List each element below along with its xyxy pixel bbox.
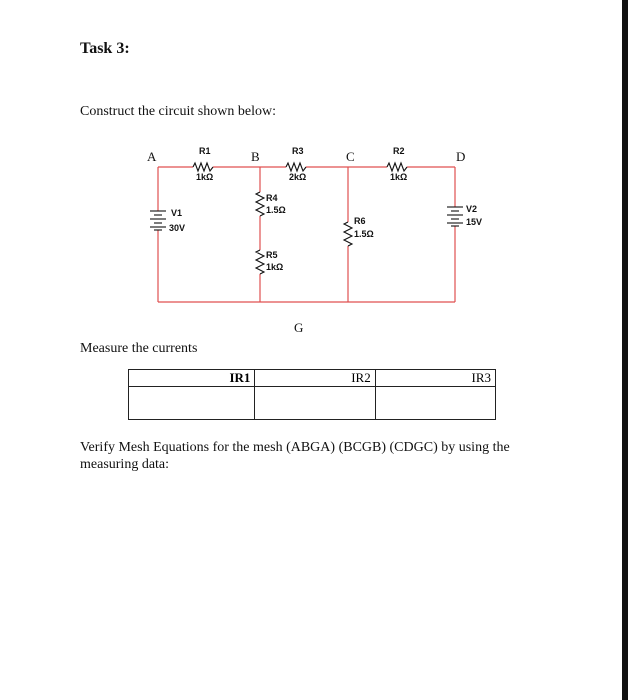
- table-row: [129, 387, 496, 420]
- node-g-label: G: [294, 320, 304, 335]
- r1-symbol: [193, 163, 213, 171]
- v2-name: V2: [466, 204, 478, 214]
- r1-value: 1kΩ: [196, 172, 214, 182]
- r3-symbol: [286, 163, 306, 171]
- r4-value: 1.5Ω: [266, 205, 286, 215]
- currents-table: [128, 369, 496, 420]
- measure-instruction: Measure the currents: [80, 341, 198, 356]
- header-ir1: IR1: [129, 370, 255, 387]
- node-c-label: C: [346, 149, 355, 164]
- construct-instruction: Construct the circuit shown below:: [80, 104, 276, 119]
- r6-value: 1.5Ω: [354, 229, 374, 239]
- r6-symbol: [344, 222, 352, 246]
- r3-name: R3: [292, 146, 304, 156]
- r5-value: 1kΩ: [266, 262, 284, 272]
- verify-instruction: Verify Mesh Equations for the mesh (ABGA) (BCGB) (CDGC) by using the measuring data:: [80, 440, 510, 472]
- r2-name: R2: [393, 146, 405, 156]
- node-d-label: D: [456, 149, 466, 164]
- r2-symbol: [387, 163, 407, 171]
- ir3-cell[interactable]: [375, 387, 495, 420]
- table-header-row: [129, 370, 496, 387]
- ir2-cell[interactable]: [255, 387, 375, 420]
- circuit-wires: [158, 167, 455, 302]
- r1-name: R1: [199, 146, 211, 156]
- r5-symbol: [256, 250, 264, 274]
- node-b-label: B: [251, 149, 260, 164]
- r4-symbol: [256, 192, 264, 216]
- header-ir3: IR3: [375, 370, 495, 387]
- r4-name: R4: [266, 193, 278, 203]
- header-ir2: IR2: [255, 370, 375, 387]
- r2-value: 1kΩ: [390, 172, 408, 182]
- r5-name: R5: [266, 250, 278, 260]
- v1-name: V1: [171, 208, 183, 218]
- ir1-cell[interactable]: [129, 387, 255, 420]
- task-title: Task 3:: [80, 40, 130, 57]
- v2-value: 15V: [466, 217, 483, 227]
- r6-name: R6: [354, 216, 366, 226]
- r3-value: 2kΩ: [289, 172, 307, 182]
- node-a-label: A: [147, 149, 157, 164]
- v2-symbol: [447, 207, 463, 226]
- v1-symbol: [150, 211, 166, 230]
- v1-value: 30V: [169, 223, 186, 233]
